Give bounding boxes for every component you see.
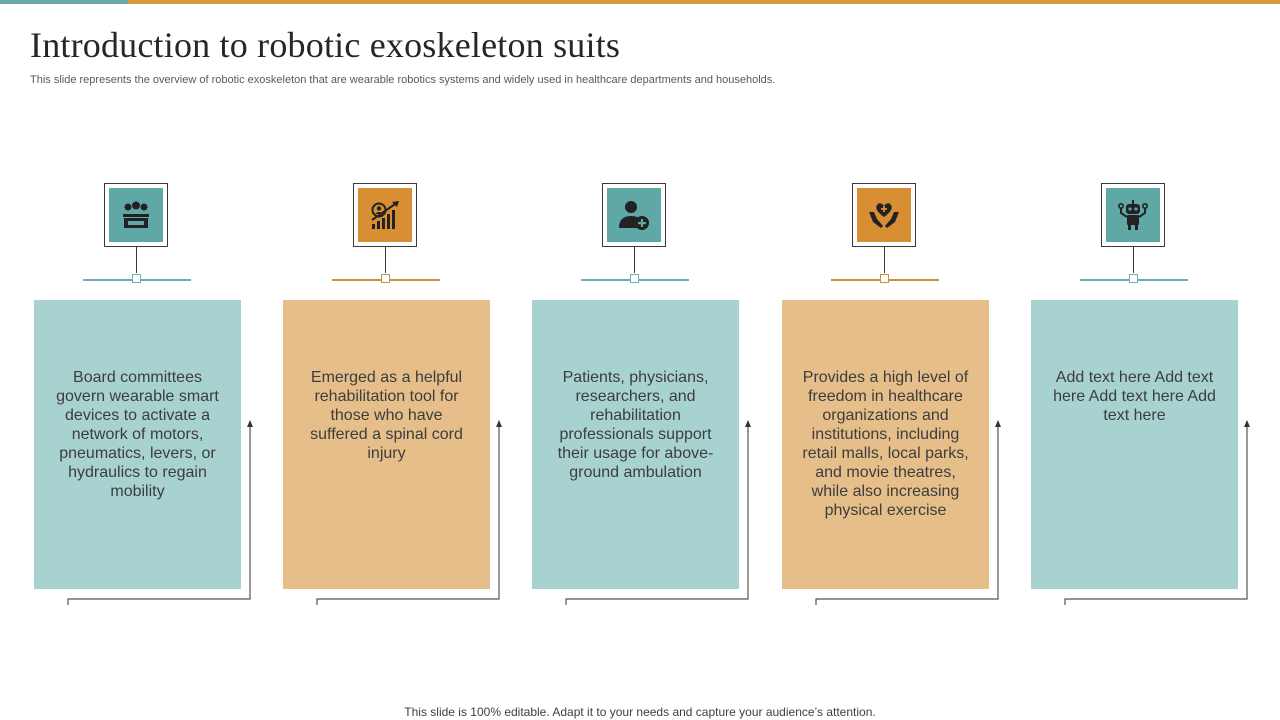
robot-icon bbox=[1106, 188, 1160, 242]
arrow-connector bbox=[1065, 420, 1255, 605]
committee-group-icon bbox=[109, 188, 163, 242]
arrow-connector bbox=[816, 420, 1006, 605]
icon-frame bbox=[852, 183, 916, 247]
slide-title: Introduction to robotic exoskeleton suits bbox=[30, 25, 621, 65]
icon-frame bbox=[1101, 183, 1165, 247]
arrow-connector bbox=[68, 420, 258, 605]
column-4 bbox=[782, 183, 1012, 613]
column-2 bbox=[283, 183, 513, 613]
connector-line bbox=[136, 247, 137, 273]
column-text: Emerged as a helpful rehabilitation tool for those who have suffered a spinal cord injury bbox=[310, 369, 463, 462]
column-text: Provides a high level of freedom in healthcare organizations and institutions, including retail malls, local parks, and movie theatres, while also increasing physical exercise bbox=[802, 369, 969, 519]
column-5 bbox=[1031, 183, 1261, 613]
slide-footer: This slide is 100% editable. Adapt it to your needs and capture your audience’s attention. bbox=[404, 705, 876, 719]
connector-node bbox=[381, 274, 390, 283]
arrow-connector bbox=[566, 420, 756, 605]
heart-hands-icon bbox=[857, 188, 911, 242]
column-text: Board committees govern wearable smart devices to activate a network of motors, pneumatics, levers, or hydraulics to regain mobility bbox=[56, 369, 219, 500]
connector-node bbox=[630, 274, 639, 283]
user-add-icon bbox=[607, 188, 661, 242]
connector-line bbox=[1133, 247, 1134, 273]
icon-frame bbox=[104, 183, 168, 247]
slide-subtitle: This slide represents the overview of robotic exoskeleton that are wearable robotics systems and widely used in healthcare departments and households. bbox=[30, 74, 776, 86]
connector-node bbox=[880, 274, 889, 283]
column-text: Add text here Add text here Add text here Add text here bbox=[1053, 369, 1216, 424]
connector-node bbox=[132, 274, 141, 283]
arrow-connector bbox=[317, 420, 507, 605]
top-accent-bar bbox=[0, 0, 1280, 4]
column-3 bbox=[532, 183, 762, 613]
growth-chart-person-icon bbox=[358, 188, 412, 242]
top-accent-bar-left bbox=[0, 0, 128, 4]
connector-line bbox=[884, 247, 885, 273]
connector-line bbox=[634, 247, 635, 273]
column-1 bbox=[34, 183, 264, 613]
column-text: Patients, physicians, researchers, and rehabilitation professionals support their usage for above-ground ambulation bbox=[557, 369, 714, 481]
icon-frame bbox=[353, 183, 417, 247]
icon-frame bbox=[602, 183, 666, 247]
connector-line bbox=[385, 247, 386, 273]
connector-node bbox=[1129, 274, 1138, 283]
